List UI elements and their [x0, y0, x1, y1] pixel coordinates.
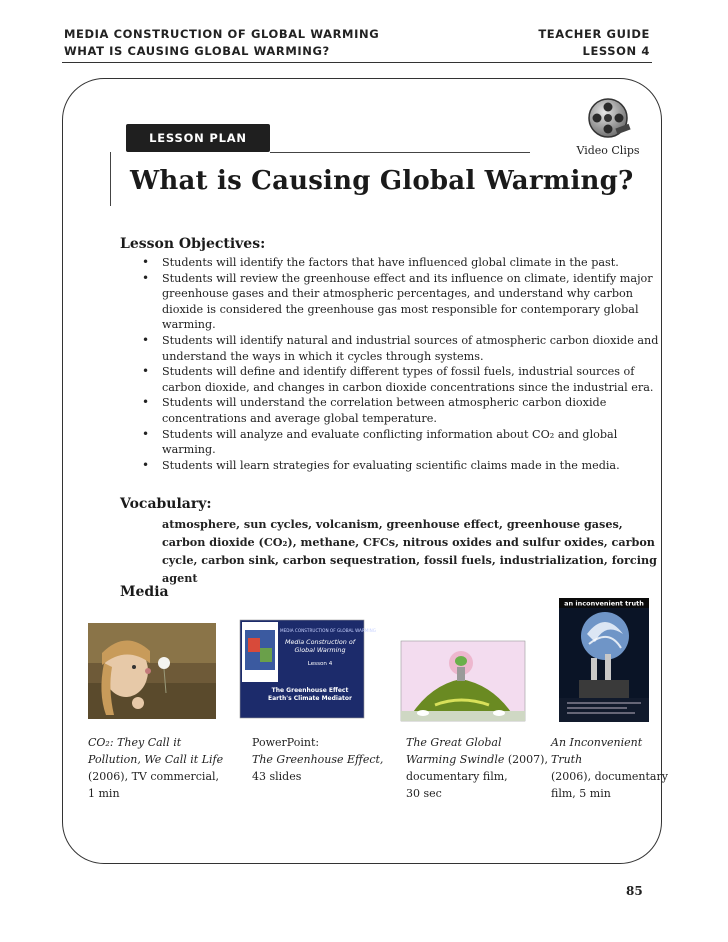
objective-item: • Students will identify the factors that have influenced global climate in the past. — [140, 255, 670, 271]
caption-title: The Greenhouse Effect, — [252, 753, 384, 766]
objective-item: • Students will define and identify different types of fossil fuels, industrial sources of carbon dioxide, and changes in carbon dioxide concentrations since the industrial era. — [140, 364, 670, 395]
page-title: What is Causing Global Warming? — [130, 166, 634, 196]
running-header-left — [64, 26, 379, 60]
slide-line4: The Greenhouse Effect — [271, 687, 349, 694]
slide-line1: Media Construction of — [284, 638, 356, 646]
objectives-heading: Lesson Objectives: — [120, 236, 266, 252]
media-heading: Media — [120, 584, 169, 600]
caption-swindle-film — [406, 734, 556, 802]
objective-item: • Students will identify natural and industrial sources of atmospheric carbon dioxide and understand the ways in which it cycles through systems. — [140, 333, 670, 364]
tab-underline — [270, 152, 530, 153]
caption-detail: 43 slides — [252, 770, 302, 783]
caption-title: CO₂: They Call it — [88, 736, 182, 749]
running-header-right — [538, 26, 650, 60]
caption-detail: 1 min — [88, 787, 120, 800]
co2-commercial-thumbnail — [88, 623, 216, 719]
caption-year: (2007), — [504, 753, 548, 766]
series-title: MEDIA CONSTRUCTION OF GLOBAL WARMING — [64, 27, 380, 41]
caption-detail: (2006), TV commercial, — [88, 770, 220, 783]
caption-title: An Inconvenient Truth — [551, 736, 643, 766]
slide-line2: Global Warming — [294, 646, 346, 654]
objectives-list — [140, 255, 670, 473]
slide-line5: Earth's Climate Mediator — [268, 695, 352, 702]
caption-title: The Great Global — [406, 736, 502, 749]
caption-title: Warming Swindle — [406, 753, 505, 766]
slide-line3: Lesson 4 — [307, 661, 333, 667]
vocabulary-terms: atmosphere, sun cycles, volcanism, greenhouse effect, greenhouse gases, carbon dioxide (CO₂), methane, CFCs, nitrous oxides and sulfur oxides, carbon cycle, carbon sink, carbon sequestration, fossil fuels, industrialization, forcing agent — [162, 517, 657, 585]
objective-item: • Students will learn strategies for evaluating scientific claims made in the media. — [140, 458, 670, 474]
lesson-number: LESSON 4 — [582, 44, 650, 58]
poster-title: an inconvenient truth — [564, 599, 644, 608]
caption-inconvenient-truth — [551, 734, 671, 802]
page-number: 85 — [626, 884, 643, 898]
caption-co2-commercial — [88, 734, 228, 802]
slide-header: MEDIA CONSTRUCTION OF GLOBAL WARMING — [280, 628, 377, 633]
film-reel-icon — [586, 96, 630, 140]
guide-label: TEACHER GUIDE — [538, 27, 650, 41]
title-side-rule — [110, 152, 111, 206]
swindle-film-thumbnail — [401, 641, 525, 721]
powerpoint-slide-thumbnail — [240, 620, 377, 718]
video-clips-label: Video Clips — [576, 144, 640, 157]
lesson-plan-tab: LESSON PLAN — [126, 124, 270, 152]
objective-item: • Students will review the greenhouse effect and its influence on climate, identify major greenhouse gases and their atmospheric percentages, and understand why carbon dioxide is considered the greenhouse gas most responsible for contemporary global warming. — [140, 271, 670, 333]
caption-detail: documentary film, — [406, 770, 508, 783]
caption-detail: film, 5 min — [551, 787, 611, 800]
lesson-subtitle: WHAT IS CAUSING GLOBAL WARMING? — [64, 44, 330, 58]
header-divider — [62, 62, 652, 63]
caption-detail: (2006), documentary — [551, 770, 668, 783]
objective-item: • Students will understand the correlation between atmospheric carbon dioxide concentrations and average global temperature. — [140, 395, 670, 426]
caption-detail: 30 sec — [406, 787, 442, 800]
inconvenient-truth-poster — [559, 598, 649, 722]
caption-prefix: PowerPoint: — [252, 736, 320, 749]
caption-powerpoint — [252, 734, 392, 785]
vocabulary-heading: Vocabulary: — [120, 496, 212, 512]
objective-item: • Students will analyze and evaluate conflicting information about CO₂ and global warming. — [140, 427, 670, 458]
caption-title: Pollution, We Call it Life — [88, 753, 224, 766]
